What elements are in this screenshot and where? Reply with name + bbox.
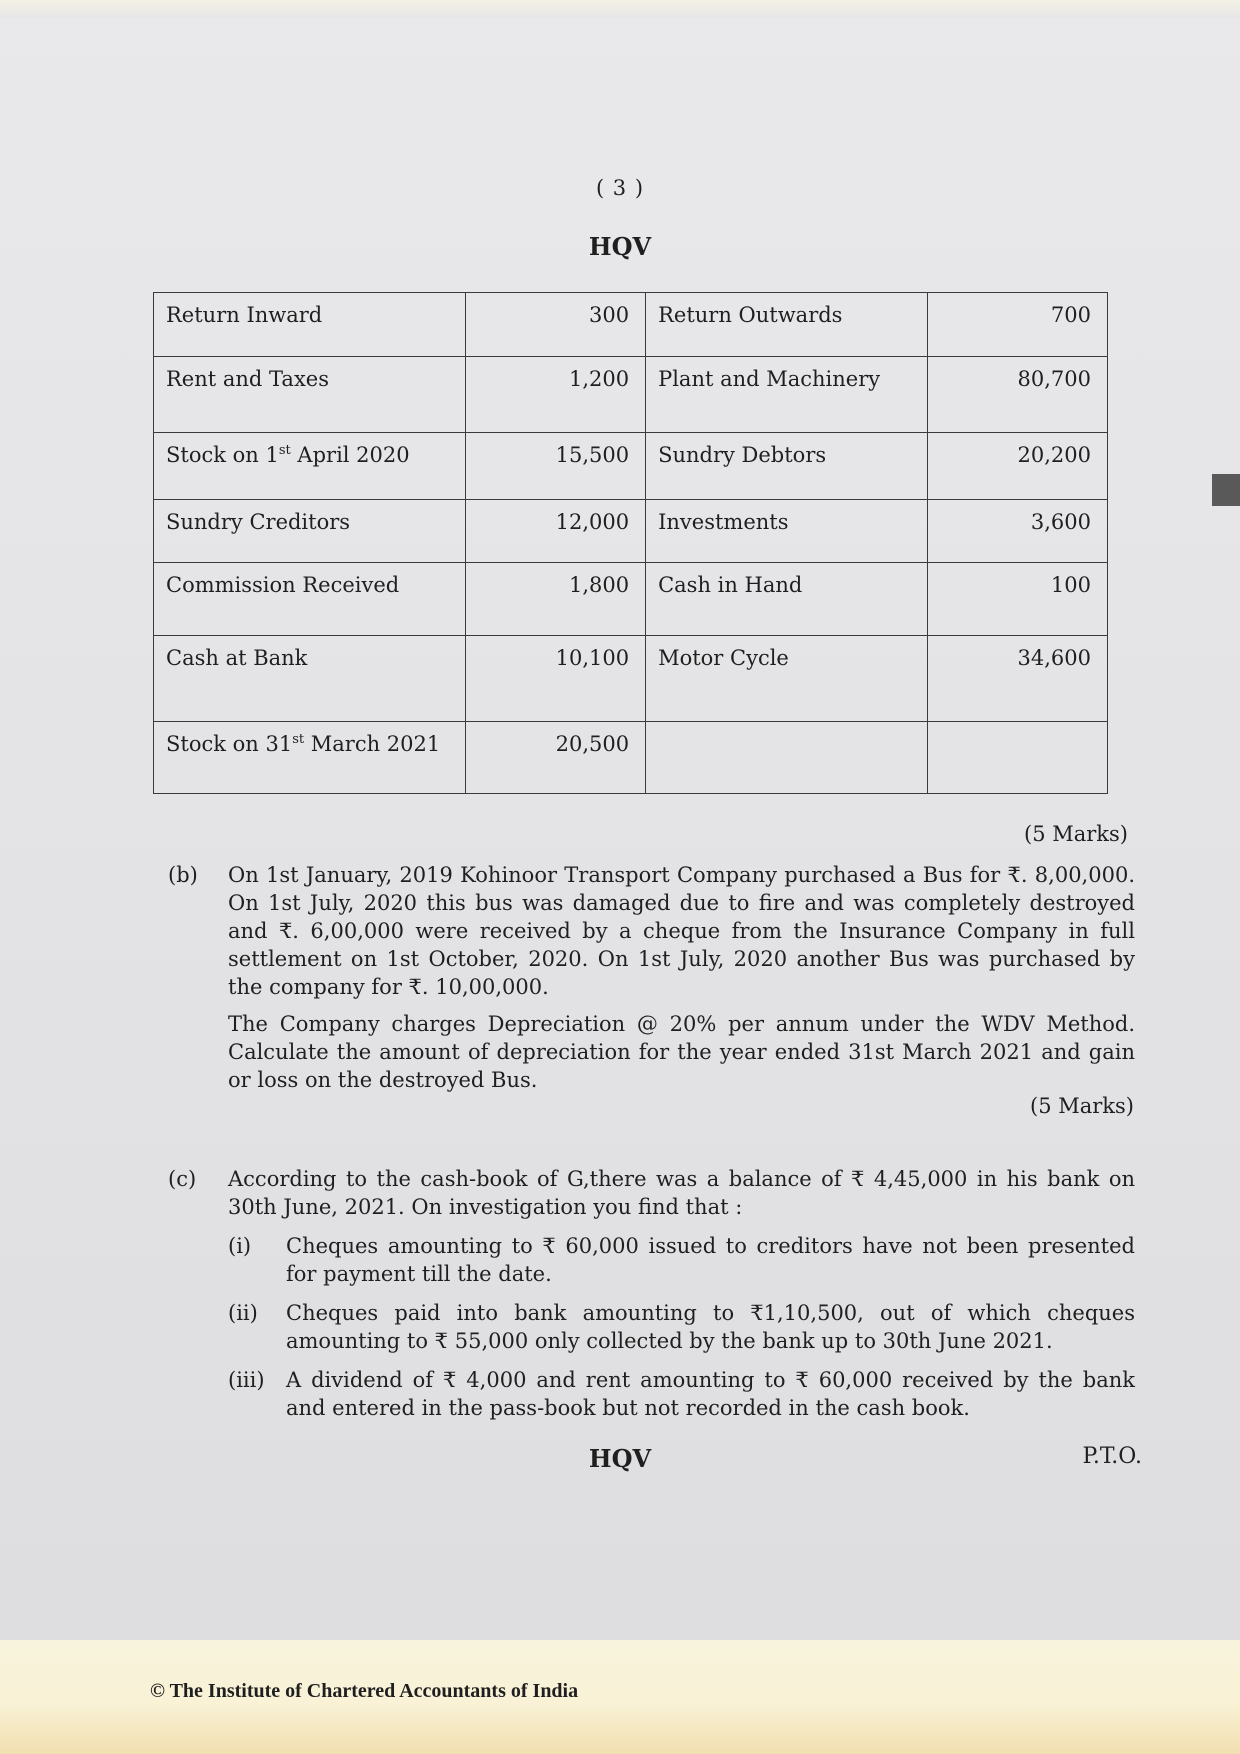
- right-label-cell: Investments: [646, 500, 928, 563]
- left-label-cell: Rent and Taxes: [154, 357, 466, 433]
- table-row: [154, 636, 1108, 722]
- item-label: (ii): [228, 1301, 258, 1325]
- item-text: Cheques amounting to ₹ 60,000 issued to creditors have not been presented for payment till the date.: [286, 1234, 1135, 1286]
- superscript: st: [292, 732, 305, 747]
- right-label-cell: [646, 722, 928, 794]
- paper-code-footer: HQV: [588, 1444, 652, 1473]
- right-value-cell: 100: [927, 563, 1107, 636]
- left-label-cell: Stock on 31st March 2021: [154, 722, 466, 794]
- question-c-label: (c): [168, 1167, 197, 1191]
- question-b-para1: On 1st January, 2019 Kohinoor Transport Company purchased a Bus for ₹. 8,00,000. On 1st July, 2020 this bus was damaged due to fire and was completely destroyed and ₹. 6,00,000 were received by a cheque from the Insurance Company in full settlement on 1st October, 2020. On 1st July, 2020 another Bus was purchased by the company for ₹. 10,00,000.: [228, 863, 1135, 999]
- table-row: [154, 500, 1108, 563]
- left-value-cell: 1,200: [465, 357, 645, 433]
- table-row: [154, 563, 1108, 636]
- item-text: A dividend of ₹ 4,000 and rent amounting to ₹ 60,000 received by the bank and entered in the pass-book but not recorded in the cash book.: [286, 1368, 1135, 1420]
- paper-code-header: HQV: [588, 232, 652, 261]
- balances-table: [153, 292, 1108, 794]
- page-number: ( 3 ): [595, 176, 645, 200]
- left-label-cell: Return Inward: [154, 293, 466, 357]
- right-value-cell: 20,200: [927, 433, 1107, 500]
- right-value-cell: 34,600: [927, 636, 1107, 722]
- right-label-cell: Sundry Debtors: [646, 433, 928, 500]
- marks-b: (5 Marks): [1030, 1094, 1134, 1118]
- left-label-cell: Sundry Creditors: [154, 500, 466, 563]
- table-row: [154, 722, 1108, 794]
- question-b-para2: The Company charges Depreciation @ 20% per annum under the WDV Method. Calculate the amount of depreciation for the year ended 31st March 2021 and gain or loss on the destroyed Bus.: [228, 1012, 1135, 1092]
- left-value-cell: 12,000: [465, 500, 645, 563]
- item-text: Cheques paid into bank amounting to ₹1,10,500, out of which cheques amounting to ₹ 55,000 only collected by the bank up to 30th June 2021.: [286, 1301, 1135, 1353]
- left-value-cell: 15,500: [465, 433, 645, 500]
- copyright-text: © The Institute of Chartered Accountants of India: [150, 1680, 579, 1702]
- top-edge: [0, 0, 1240, 18]
- question-b-label: (b): [168, 863, 198, 887]
- right-value-cell: 3,600: [927, 500, 1107, 563]
- left-value-cell: 20,500: [465, 722, 645, 794]
- right-label-cell: Return Outwards: [646, 293, 928, 357]
- item-label: (i): [228, 1234, 252, 1258]
- pto-label: P.T.O.: [1082, 1444, 1142, 1469]
- left-label-cell: Cash at Bank: [154, 636, 466, 722]
- superscript: st: [278, 443, 291, 458]
- right-label-cell: Motor Cycle: [646, 636, 928, 722]
- right-label-cell: Cash in Hand: [646, 563, 928, 636]
- right-value-cell: [927, 722, 1107, 794]
- table-row: [154, 433, 1108, 500]
- left-value-cell: 10,100: [465, 636, 645, 722]
- right-value-cell: 700: [927, 293, 1107, 357]
- left-label-cell: Commission Received: [154, 563, 466, 636]
- side-marker: [1212, 474, 1240, 506]
- table-row: [154, 293, 1108, 357]
- left-value-cell: 300: [465, 293, 645, 357]
- marks-a: (5 Marks): [1024, 822, 1128, 846]
- left-label-cell: Stock on 1st April 2020: [154, 433, 466, 500]
- right-label-cell: Plant and Machinery: [646, 357, 928, 433]
- question-c-intro: According to the cash-book of G,there was a balance of ₹ 4,45,000 in his bank on 30th June, 2021. On investigation you find that :: [228, 1167, 1135, 1219]
- right-value-cell: 80,700: [927, 357, 1107, 433]
- table-row: [154, 357, 1108, 433]
- item-label: (iii): [228, 1368, 265, 1392]
- left-value-cell: 1,800: [465, 563, 645, 636]
